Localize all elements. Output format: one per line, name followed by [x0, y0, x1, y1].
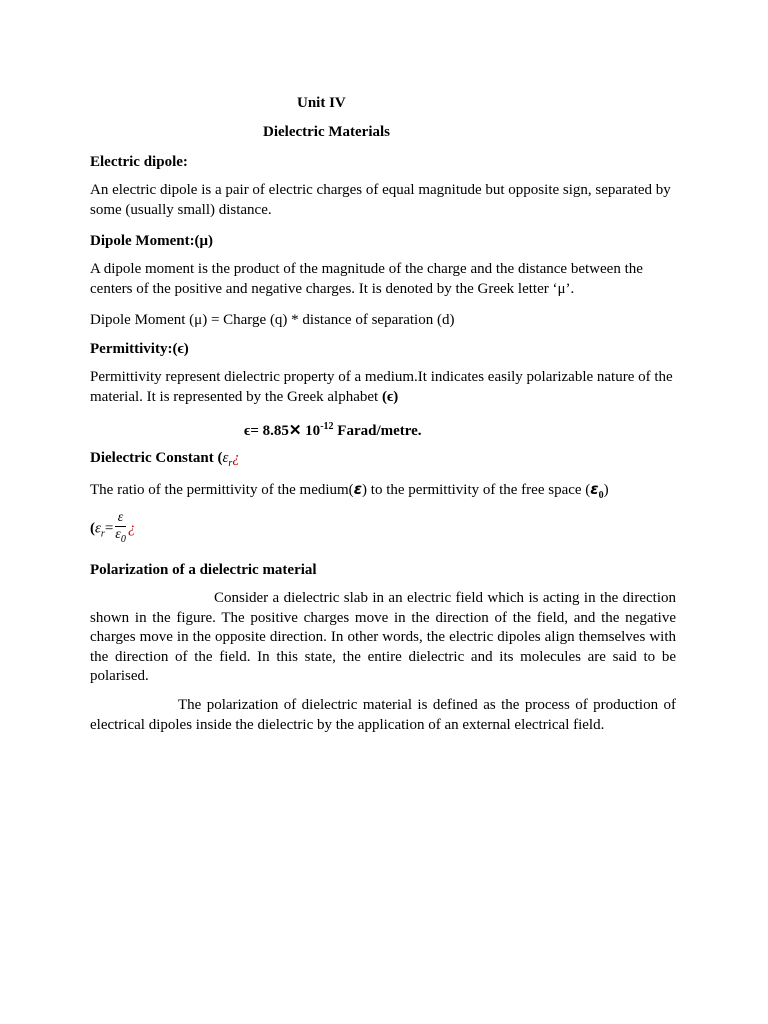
permittivity-value-prefix: ϵ= 8.85✕ 10 [244, 423, 321, 439]
dielectric-ratio-text-3: ) [603, 482, 609, 498]
polarization-paragraph-2: The polarization of dielectric material is defined as the process of production of electrical dipoles inside the dielectric by the application of an external electrical field. [90, 697, 676, 733]
permittivity-symbol: (ϵ) [381, 388, 399, 405]
dielectric-ratio-symbol-2: ε [590, 480, 599, 498]
permittivity-value [244, 417, 422, 441]
dielectric-ratio-text-2: ) to the permittivity of the free space ( [362, 482, 591, 498]
equation-glitch: ¿ [127, 520, 136, 537]
dipole-moment-heading: Dipole Moment:(μ) [90, 233, 214, 249]
permittivity-heading: Permittivity:(ϵ) [90, 341, 189, 357]
equation-denominator-symbol: ε [115, 527, 121, 542]
dielectric-constant-heading-glitch: ¿ [232, 450, 240, 466]
equation-equals: = [104, 520, 114, 537]
permittivity-value-unit: Farad/metre. [333, 423, 422, 439]
dielectric-constant-heading-symbol: ε [222, 450, 229, 466]
equation-denominator [115, 527, 126, 548]
permittivity-text-main: Permittivity represent dielectric property of a medium.It indicates easily polarizable nature of the material. It is represented by the Greek alphabet [90, 369, 673, 405]
dielectric-ratio-text [90, 479, 676, 506]
polarization-paragraph-1: Consider a dielectric slab in an electric field which is acting in the direction shown in the figure. The positive charges move in the direction of the field, and the negative charges move in the opposite direction. In other words, the electric dipoles align themselves with the direction of the field. In this state, the entire dielectric and its molecules are said to be polarised. [90, 590, 676, 684]
dielectric-ratio-text-1: The ratio of the permittivity of the medium( [90, 482, 354, 498]
permittivity-value-exponent: -12 [320, 421, 334, 432]
electric-dipole-heading: Electric dipole: [90, 154, 188, 170]
permittivity-text [90, 368, 676, 407]
dipole-moment-formula: Dipole Moment (μ) = Charge (q) * distance of separation (d) [90, 312, 455, 328]
equation-epsilon-r-subscript: r [100, 528, 105, 540]
dielectric-constant-heading [90, 448, 676, 474]
equation-fraction [115, 510, 126, 548]
chapter-title: Dielectric Materials [263, 124, 391, 140]
dielectric-ratio-symbol-1: ε [353, 480, 363, 498]
dipole-moment-text: A dipole moment is the product of the magnitude of the charge and the distance between the centers of the positive and negative charges. It is denoted by the Greek letter ‘μ’. [90, 261, 643, 297]
dielectric-ratio-symbol-2-sub: 0 [598, 490, 604, 501]
dielectric-constant-heading-text: Dielectric Constant ( [90, 450, 223, 466]
polarization-heading: Polarization of a dielectric material [90, 562, 317, 578]
electric-dipole-text: An electric dipole is a pair of electric charges of equal magnitude but opposite sign, separated by some (usually small) distance. [90, 182, 671, 218]
dielectric-constant-equation [90, 510, 676, 551]
equation-numerator: ε [115, 510, 126, 527]
equation-open-paren: ( [90, 520, 95, 537]
equation-epsilon-r: ε [95, 520, 101, 537]
dielectric-constant-heading-subscript: r [228, 458, 233, 469]
equation-denominator-subscript: 0 [120, 533, 126, 545]
unit-title: Unit IV [297, 95, 346, 111]
